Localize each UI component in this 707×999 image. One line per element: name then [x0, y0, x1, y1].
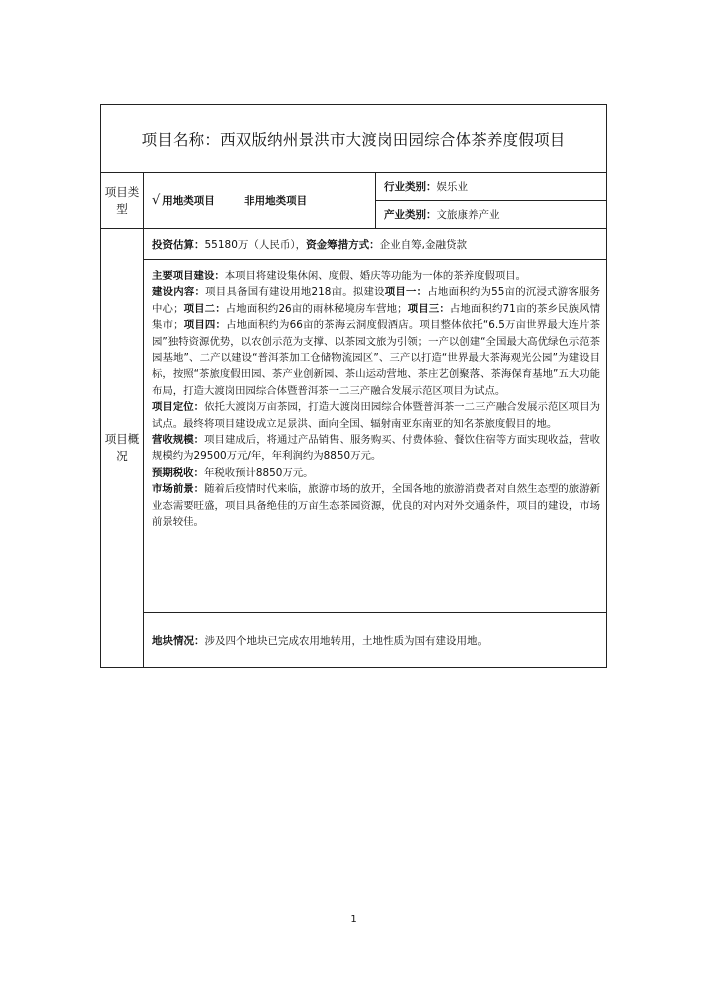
land-text: 涉及四个地块已完成农用地转用，土地性质为国有建设用地。 [204, 634, 488, 647]
project4-text: 占地面积约为66亩的茶海云洞度假酒店。项目整体依托“6.5万亩世界最大连片茶园”独特资源优势，以农创示范为支撑、以茶园文旅为引领；一产以创建“全国最大高优绿色示范茶园基地”、二产以建设“普洱茶加工仓储物流园区”、三产以打造“世界最大茶海观光公园”为建设目标，按照“茶旅度假田园、茶产业创新园、茶山运动营地、茶庄艺创聚落、茶海保育基地”五大功能布局，打造大渡岗田园综合体暨普洱茶一二三产融合发展示范区项目为试点。 [152, 319, 601, 397]
project2-text: 占地面积约26亩的雨林秘境房车营地； [225, 302, 408, 315]
project-type-label-text: 项目类型 [104, 184, 140, 216]
project-info-table [100, 104, 607, 668]
funding-label: 资金筹措方式： [306, 238, 380, 251]
sector-category [376, 201, 607, 229]
overview-label-text: 项目概况 [104, 432, 140, 463]
investment-row [144, 229, 607, 260]
project1-text: 占地面积约为55亩的沉浸式游客服务中心； [152, 286, 601, 315]
revenue-text: 项目建成后，将通过产品销售、服务购买、付费体验、餐饮住宿等方面实现收益，营收规模约为29500万元/年，年利润约为8850万元。 [152, 434, 601, 463]
construction-text: 本项目将建设集休闲、度假、婚庆等功能为一体的茶养度假项目。 [224, 270, 527, 282]
project3-text: 占地面积约71亩的茶乡民族风情集市； [152, 302, 601, 332]
revenue-label: 营收规模： [152, 434, 205, 447]
land-project-option: 用地类项目 [162, 195, 215, 207]
industry-value: 娱乐业 [436, 181, 468, 193]
industry-category [376, 173, 607, 201]
market-paragraph [152, 481, 600, 530]
content-label: 建设内容： [152, 286, 206, 299]
tax-text: 年税收预计8850万元。 [203, 466, 314, 479]
sector-label: 产业类别： [384, 209, 437, 221]
content-paragraph [152, 284, 600, 399]
land-status-row [144, 613, 607, 668]
project-title: 项目名称：西双版纳州景洪市大渡岗田园综合体茶养度假项目 [101, 105, 607, 173]
positioning-text: 依托大渡岗万亩茶园，打造大渡岗田园综合体暨普洱茶一二三产融合发展示范区项目为试点。最终将项目建设成立足景洪、面向全国、辐射南亚东南亚的知名茶旅度假目的地。 [152, 401, 601, 430]
project-type-options [144, 173, 376, 229]
construction-paragraph [152, 268, 600, 284]
tax-label: 预期税收： [152, 466, 204, 479]
check-mark-icon: √ [152, 193, 161, 208]
overview-label [101, 229, 144, 668]
project4-label: 项目四： [183, 319, 227, 332]
funding-value: 企业自筹,金融贷款 [379, 238, 467, 251]
project2-label: 项目二： [183, 302, 226, 315]
revenue-paragraph [152, 432, 600, 465]
investment-label: 投资估算： [152, 238, 205, 251]
project-type-label [101, 173, 144, 229]
content-text: 项目具备国有建设用地218亩。拟建设 [205, 286, 385, 299]
market-text: 随着后疫情时代来临，旅游市场的放开，全国各地的旅游消费者对自然生态型的旅游新业态需要旺盛，项目具备绝佳的万亩生态茶园资源，优良的对内对外交通条件，项目的建设，市场前景较佳。 [152, 483, 601, 529]
positioning-label: 项目定位： [152, 401, 205, 414]
market-label: 市场前景： [152, 483, 205, 496]
tax-paragraph [152, 465, 600, 481]
positioning-paragraph [152, 399, 600, 432]
project3-label: 项目三： [407, 302, 450, 315]
project1-label: 项目一： [384, 286, 428, 299]
industry-label: 行业类别： [384, 181, 437, 193]
construction-label: 主要项目建设： [152, 270, 225, 282]
overview-body [144, 260, 607, 613]
land-label: 地块情况： [152, 634, 205, 647]
investment-value: 55180万（人民币）， [204, 238, 307, 251]
page-number: 1 [350, 914, 357, 925]
nonland-project-option: 非用地类项目 [244, 195, 308, 207]
sector-value: 文旅康养产业 [436, 209, 500, 221]
